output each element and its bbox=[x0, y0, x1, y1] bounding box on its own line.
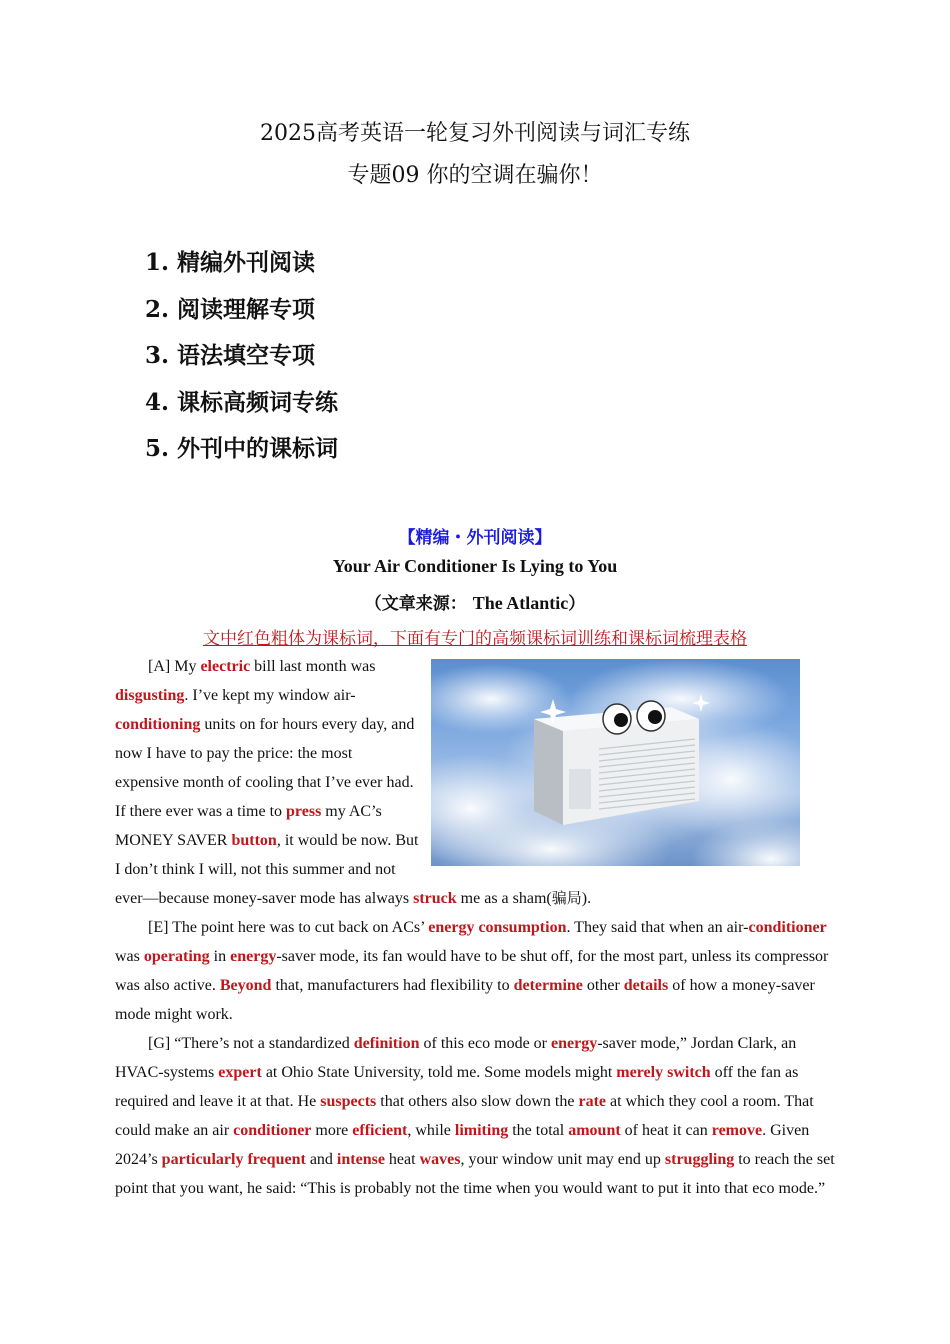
text-run: and bbox=[305, 1151, 337, 1168]
keyword: remove bbox=[711, 1122, 763, 1139]
keyword: button bbox=[231, 832, 277, 849]
text-run: more bbox=[311, 1122, 353, 1139]
text-run: , it would be now. But I don’t think I will, not this summer and not ever—because money-saver mode has always bbox=[115, 832, 419, 907]
keyword: merely switch bbox=[616, 1064, 711, 1081]
article-source bbox=[0, 589, 950, 614]
keyword: determine bbox=[513, 977, 583, 994]
keyword: energy bbox=[551, 1035, 598, 1052]
text-run: [G] “There’s not a standardized bbox=[148, 1035, 354, 1052]
text-run: . Given 2024’s bbox=[115, 1122, 810, 1168]
keyword: operating bbox=[143, 948, 210, 965]
source-suffix: ） bbox=[568, 594, 586, 614]
keyword: expert bbox=[218, 1064, 262, 1081]
keyword: waves bbox=[419, 1151, 461, 1168]
text-run: -saver mode, its fan would have to be shut off, for the most part, unless its compressor was also active. bbox=[115, 948, 829, 994]
text-run: . They said that when an air- bbox=[566, 919, 749, 936]
text-run: , your window unit may end up bbox=[460, 1151, 665, 1168]
keyword: details bbox=[623, 977, 669, 994]
table-of-contents bbox=[145, 244, 338, 477]
text-run: ). bbox=[581, 890, 592, 907]
text-run: of this eco mode or bbox=[419, 1035, 552, 1052]
keyword: intense bbox=[336, 1151, 385, 1168]
text-run: [E] The point here was to cut back on ACs’ bbox=[148, 919, 429, 936]
keyword: disgusting bbox=[115, 687, 185, 704]
text-run: [A] My bbox=[148, 658, 201, 675]
text-run: off the fan as required and leave it at that. He bbox=[115, 1064, 799, 1110]
toc-item: 2. 阅读理解专项 bbox=[145, 295, 316, 323]
paragraph-g bbox=[115, 1029, 837, 1203]
text-run: the total bbox=[508, 1122, 569, 1139]
text-run: , while bbox=[407, 1122, 455, 1139]
section-label: 【精编・外刊阅读】 bbox=[398, 528, 552, 548]
keyword: struck bbox=[413, 890, 457, 907]
source-prefix: （文章来源： bbox=[364, 594, 467, 614]
article-body bbox=[115, 652, 837, 1203]
text-run: at which they cool a room. That could make an air bbox=[115, 1093, 814, 1139]
text-run: in bbox=[209, 948, 231, 965]
document-title: 2025高考英语一轮复习外刊阅读与词汇专练 bbox=[260, 121, 690, 146]
air-conditioner-icon bbox=[431, 659, 800, 866]
keyword: conditioning bbox=[115, 716, 201, 733]
keyword: amount bbox=[568, 1122, 621, 1139]
chinese-gloss: 骗局 bbox=[551, 889, 582, 907]
text-run: my AC’s MONEY SAVER bbox=[115, 803, 382, 849]
keyword: energy consumption bbox=[428, 919, 567, 936]
text-run: other bbox=[582, 977, 624, 994]
toc-item: 1. 精编外刊阅读 bbox=[145, 249, 316, 276]
text-run: was bbox=[115, 948, 144, 965]
keyword: particularly frequent bbox=[161, 1151, 306, 1168]
toc-item: 4. 课标高频词专练 bbox=[145, 388, 339, 416]
keyword-note: 文中红色粗体为课标词，下面有专门的高频课标词训练和课标词梳理表格 bbox=[203, 629, 747, 649]
toc-item: 3. 语法填空专项 bbox=[145, 342, 316, 369]
keyword: rate bbox=[578, 1093, 606, 1110]
text-run: . I’ve kept my window air- bbox=[184, 687, 356, 704]
document-subtitle: 专题09 你的空调在骗你！ bbox=[347, 163, 603, 188]
text-run: to reach the set point that you want, he said: “This is probably not the time when you would want to put it into that eco mode.” bbox=[115, 1151, 835, 1197]
article-title: Your Air Conditioner Is Lying to You bbox=[332, 556, 618, 576]
text-run: me as a sham( bbox=[456, 890, 552, 907]
keyword: suspects bbox=[320, 1093, 377, 1110]
keyword: struggling bbox=[664, 1151, 735, 1168]
text-run: units on for hours every day, and now I have to pay the price: the most expensive month of cooling that I’ve ever had. If there ever was a time to bbox=[115, 716, 415, 820]
keyword: efficient bbox=[352, 1122, 408, 1139]
toc-item: 5. 外刊中的课标词 bbox=[145, 435, 339, 462]
keyword: conditioner bbox=[233, 1122, 312, 1139]
keyword: energy bbox=[230, 948, 277, 965]
source-name: The Atlantic bbox=[472, 593, 569, 613]
keyword: Beyond bbox=[219, 977, 272, 994]
air-conditioner-image bbox=[431, 659, 800, 866]
text-run: at Ohio State University, told me. Some models might bbox=[261, 1064, 617, 1081]
text-run: of how a money-saver mode might work. bbox=[115, 977, 815, 1023]
text-run: heat bbox=[384, 1151, 420, 1168]
keyword: limiting bbox=[454, 1122, 509, 1139]
keyword: press bbox=[286, 803, 322, 820]
keyword: conditioner bbox=[748, 919, 827, 936]
text-run: bill last month was bbox=[250, 658, 376, 675]
text-run: of heat it can bbox=[620, 1122, 712, 1139]
keyword: electric bbox=[200, 658, 251, 675]
text-run: -saver mode,” Jordan Clark, an HVAC-systems bbox=[115, 1035, 797, 1081]
paragraph-e bbox=[115, 913, 837, 1029]
keyword: definition bbox=[353, 1035, 420, 1052]
text-run: that others also slow down the bbox=[376, 1093, 579, 1110]
text-run: that, manufacturers had flexibility to bbox=[271, 977, 514, 994]
